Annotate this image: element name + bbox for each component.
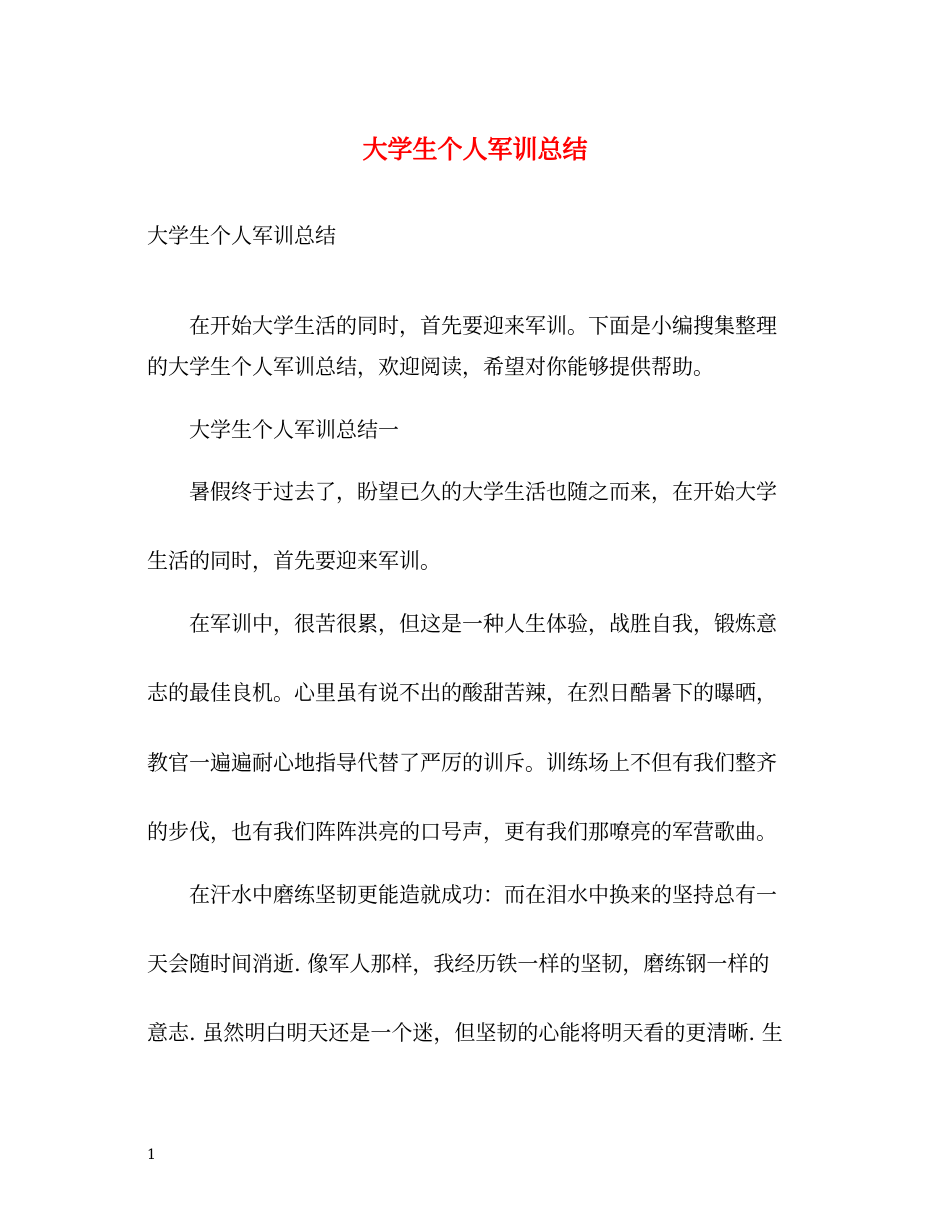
paragraph-line: 暑假终于过去了，盼望已久的大学生活也随之而来，在开始大学 [189, 480, 777, 504]
subsection-heading: 大学生个人军训总结一 [189, 418, 399, 442]
paragraph-line: 的大学生个人军训总结，欢迎阅读，希望对你能够提供帮助。 [147, 355, 714, 379]
document-title: 大学生个人军训总结 [362, 135, 588, 164]
paragraph-line: 在军训中，很苦很累，但这是一种人生体验，战胜自我，锻炼意 [189, 612, 777, 636]
paragraph-line: 生活的同时，首先要迎来军训。 [147, 549, 441, 573]
paragraph-line: 天会随时间消逝. 像军人那样，我经历铁一样的坚韧，磨练钢一样的 [147, 952, 770, 976]
page-number: 1 [147, 1147, 156, 1163]
paragraph-line: 意志. 虽然明白明天还是一个迷，但坚韧的心能将明天看的更清晰. 生 [147, 1021, 783, 1045]
paragraph-line: 的步伐，也有我们阵阵洪亮的口号声，更有我们那嘹亮的军营歌曲。 [147, 820, 777, 844]
paragraph-line: 志的最佳良机。心里虽有说不出的酸甜苦辣，在烈日酷暑下的曝晒， [147, 681, 777, 705]
section-heading: 大学生个人军训总结 [147, 224, 336, 248]
paragraph-line: 在汗水中磨练坚韧更能造就成功：而在泪水中换来的坚持总有一 [189, 883, 777, 907]
paragraph-line: 在开始大学生活的同时，首先要迎来军训。下面是小编搜集整理 [189, 314, 777, 338]
paragraph-line: 教官一遍遍耐心地指导代替了严厉的训斥。训练场上不但有我们整齐 [147, 751, 777, 775]
